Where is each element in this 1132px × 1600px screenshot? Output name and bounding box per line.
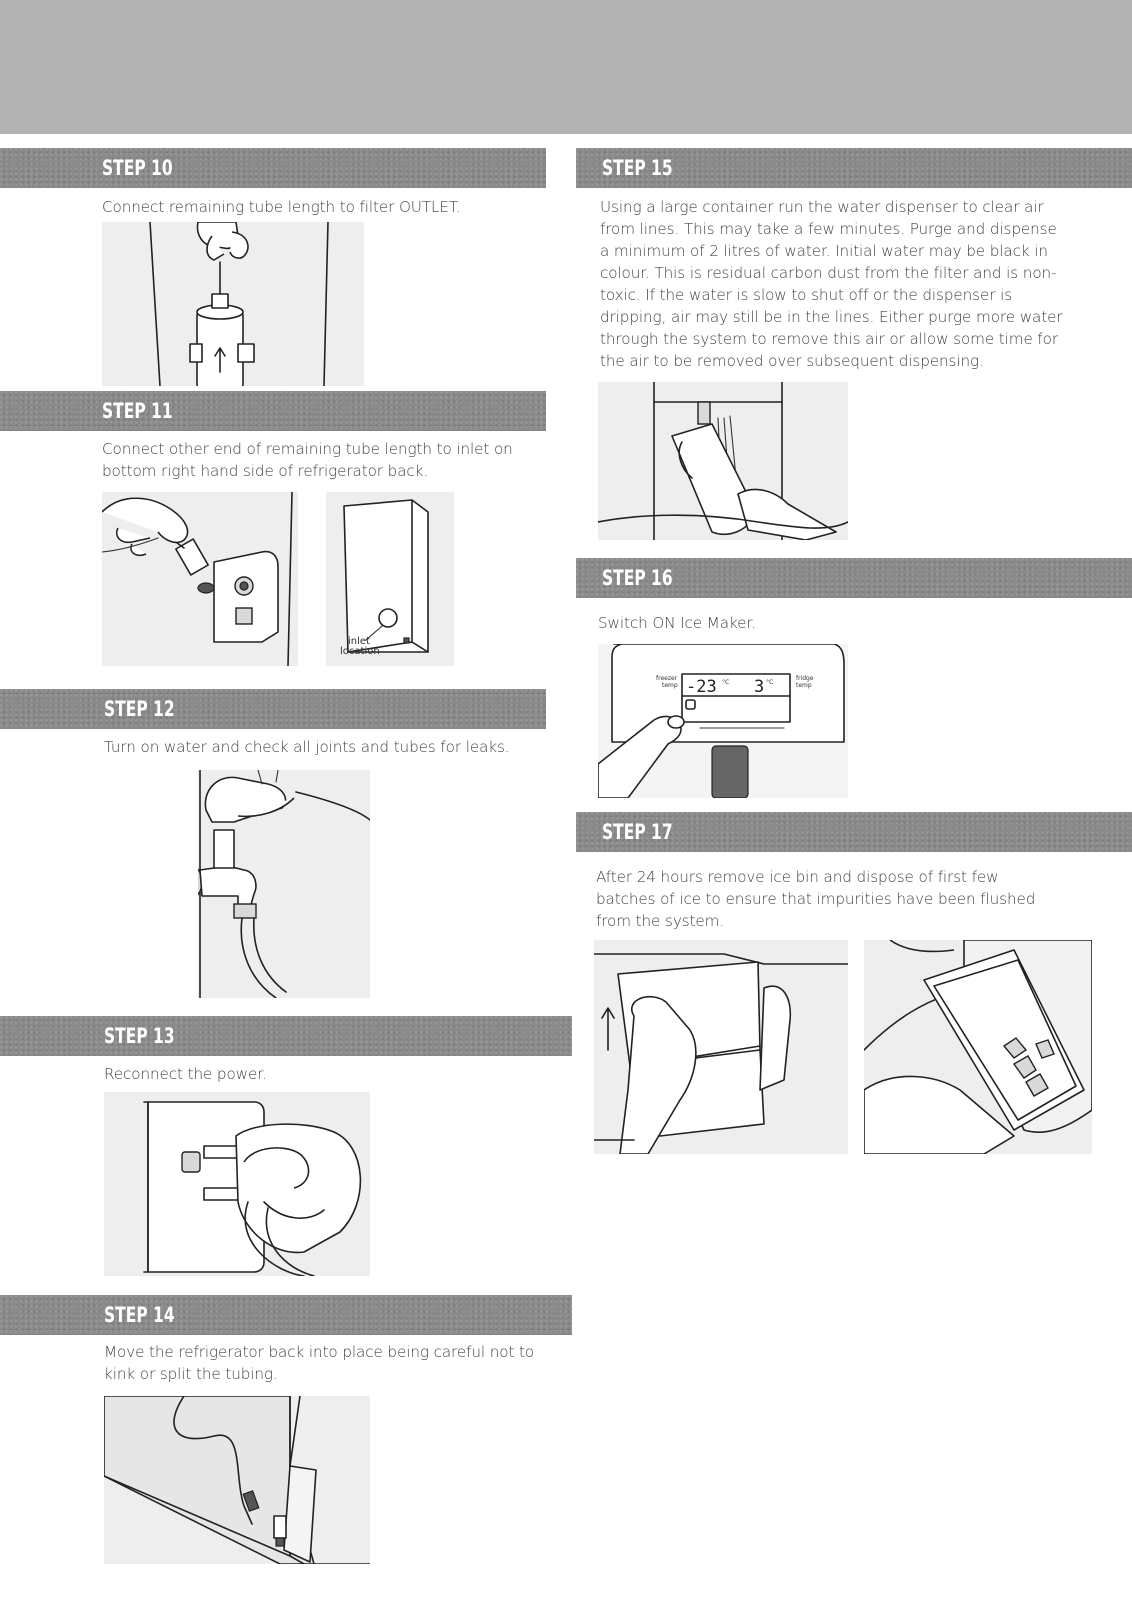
step-11-illustration-inlet-location [326, 492, 454, 666]
fridge-temp-unit: °C [766, 679, 774, 686]
step-12-header: STEP 12 [0, 689, 546, 729]
step-17-illustration-remove-bin [594, 940, 848, 1154]
step-11-text: Connect other end of remaining tube length to inlet on bottom right hand side of refrigerator back. [102, 440, 513, 480]
freezer-temp-display: -23 [686, 677, 717, 697]
step-10-text: Connect remaining tube length to filter OUTLET. [102, 198, 461, 216]
freezer-label-2: temp [662, 682, 678, 689]
step-10-header: STEP 10 [0, 148, 546, 188]
step-15-text: Using a large container run the water dispenser to clear air from lines. This may take a few minutes. Purge and dispense a minimum of 2 litres of water. Initial water may be black in colour. This is residual carbon dust from the filter and is non-toxic. If the water is slow to shut off or the dispenser is dripping, air may still be in the lines. Either purge more water through the system to remove this air or allow some time for the air to be removed over subsequent dispensing. [600, 198, 1063, 370]
step-13-illustration [104, 1092, 370, 1276]
step-14-text: Move the refrigerator back into place being careful not to kink or split the tubing. [104, 1343, 535, 1383]
step-13-text: Reconnect the power. [104, 1065, 267, 1083]
step-16-header: STEP 16 [576, 558, 1132, 598]
step-12-text: Turn on water and check all joints and tubes for leaks. [104, 738, 510, 756]
fridge-temp-display: 3 [754, 677, 765, 697]
step-15-illustration [598, 382, 848, 540]
step-16-illustration [598, 644, 848, 798]
fridge-label-2: temp [796, 682, 812, 689]
step-12-illustration [198, 770, 370, 998]
step-17-header: STEP 17 [576, 812, 1132, 852]
step-10-illustration [102, 222, 364, 386]
step-16-text: Switch ON Ice Maker. [598, 614, 756, 632]
top-gray-band [0, 0, 1132, 134]
step-14-header: STEP 14 [0, 1295, 572, 1335]
step-17-illustration-empty-bin [864, 940, 1092, 1154]
freezer-label-1: freezer [656, 675, 678, 682]
location-label: location [340, 646, 380, 657]
inlet-label: inlet [348, 636, 370, 647]
step-11-header: STEP 11 [0, 391, 546, 431]
fridge-label-1: fridge [796, 675, 814, 682]
step-17-text: After 24 hours remove ice bin and dispose of first few batches of ice to ensure that impurities have been flushed from the system. [596, 868, 1036, 930]
freezer-temp-unit: °C [722, 679, 730, 686]
step-15-header: STEP 15 [576, 148, 1132, 188]
step-13-header: STEP 13 [0, 1016, 572, 1056]
step-11-illustration-connect [102, 492, 298, 666]
step-14-illustration [104, 1396, 370, 1564]
